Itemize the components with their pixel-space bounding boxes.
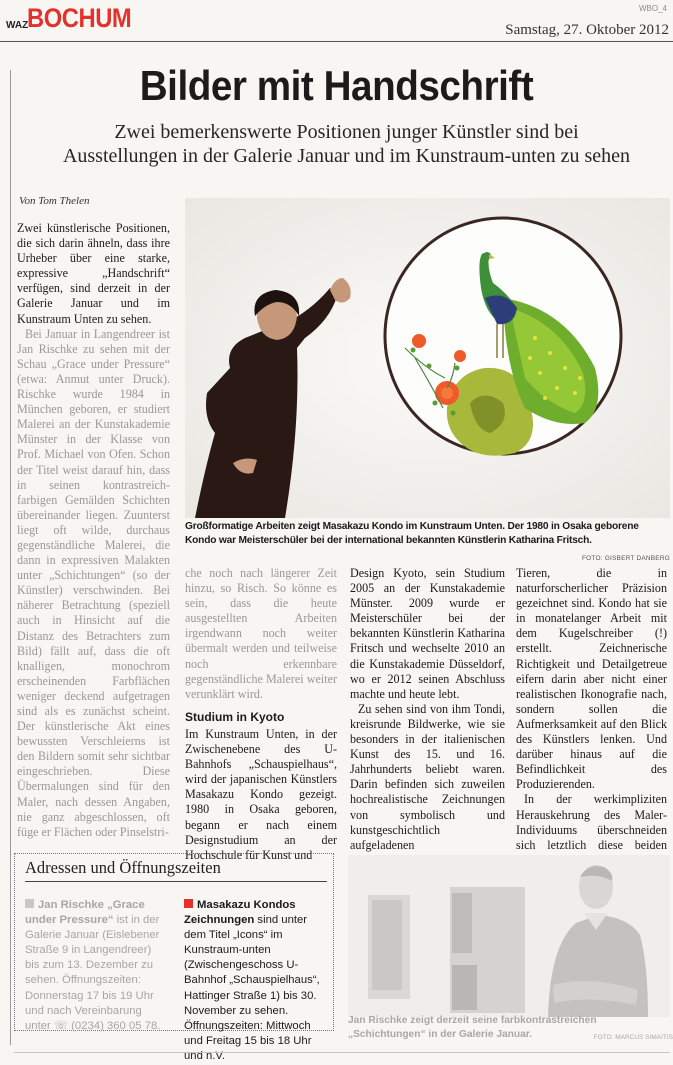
subheading: Studium in Kyoto [185,709,285,724]
masthead-city: BOCHUM [27,3,132,33]
subheadline-line-1: Zwei bemerkenswerte Positionen junger Künstler sind bei [114,121,579,143]
bullet-square-icon [184,899,193,908]
article-column-3 [350,566,505,853]
photo-artist-with-tondo [185,198,670,518]
issue-date: Samstag, 27. Oktober 2012 [505,22,669,38]
body-paragraph: Tieren, die in naturforscherlicher Präzision gezeichnet sind. Kondo hat sie in monatelanger Arbeit mit dem Kugelschreiber (!) erstellt. Zeichnerische Richtigkeit und Detailgetreue eifern darin aber nicht einer realistischen Ikonografie nach, sondern sollen die Aufmerksamkeit auf den Blick des Künstlers lenken. Und darüber hinaus auf die Befindlichkeit des Produzierenden. [516,566,667,792]
tondo-painting [385,218,621,456]
subheadline-line-2: Ausstellungen in der Galerie Januar und im Kunstraum-unten zu sehen [62,145,631,167]
byline: Von Tom Thelen [19,195,90,207]
article-column-1 [17,221,170,840]
body-paragraph: In der werkimpliziten Herauskehrung des Maler-Individuums überschneiden sich letztlich diese beiden [516,792,667,852]
photo-credit: FOTO: MARCUS SIMAITIS [593,1034,673,1041]
body-paragraph: Zu sehen sind von ihm Tondi, kreisrunde Bildwerke, wie sie besonders in der italienischen Kunst des 15. und 16. Jahrhunderts beliebt waren. Darin befinden sich zuweilen hochrealistische Zeichnungen von symbolisch und kunstgeschichtlich aufgeladenen [350,701,505,852]
info-box-rule [25,881,327,882]
info-box-title: Adressen und Öffnungszeiten [25,858,221,877]
photo-credit: FOTO: GISBERT DANBERG [582,555,670,562]
page-code: WBO_4 [638,4,667,13]
info-item-rischke [25,898,165,1034]
article-column-2 [185,566,337,863]
lead-paragraph: Zwei künstlerische Positionen, die sich darin ähneln, dass ihre Urheber über eine starke, expressive „Handschrift“ verfügen, sind derzeit in der Galerie Januar und im Kunstraum Unten zu sehen. [17,221,170,326]
main-photo-caption [185,520,670,566]
info-item-title: Masakazu Kondos Zeichnungen [184,899,296,927]
info-item-kondo [184,898,332,1064]
second-photo [348,855,670,1017]
headline: Bilder mit Handschrift [139,62,534,109]
main-photo [185,198,670,518]
phone-icon: ☏ [53,1019,69,1032]
info-item-text: sind unter dem Titel „Icons“ im Kunstraum-unten (Zwischengeschoss U-Bahnhof „Schauspielhaus“, Hattinger Straße 1) bis 30. November zu sehen. Öffnungszeiten: Mittwoch und Freitag 15 bis 18 Uhr und n.V. [184,914,320,1062]
margin-rule [10,70,11,1045]
body-paragraph: che noch nach längerer Zeit hinzu, so Risch. So könne es sein, dass die heute ausgestellten Arbeiten irgendwann noch weiter übermalt werden und teilweise noch erkennbare gegenständliche Malerei weiter verunklärt wird. [185,566,337,701]
bullet-square-icon [25,899,34,908]
caption-text: Großformatige Arbeiten zeigt Masakazu Kondo im Kunstraum Unten. Der 1980 in Osaka geborene Kondo war Meisterschüler bei der international bekannten Künstlerin Katharina Fritsch. [185,521,639,546]
subheadline [20,120,673,168]
body-paragraph: Bei Januar in Langendreer ist Jan Rischke zu sehen mit der Schau „Grace under Pressure“ (etwa: Anmut unter Druck). Rischke wurde 1984 in München geboren, er studiert Malerei an der Kunstakademie Münster in der Klasse von Prof. Michael von Ofen. Schon der Titel weist darauf hin, dass in seinen kontrastreich-farbigen Gemälden Schichten übereinander liegen. Zuunterst liegt oft wilde, durchaus gegenständliche Malerei, die dann in expressiven Malakten unter „Schichtungen“ (so der Künstler) verschwinden. Bei näherer Betrachtung (speziell auch in Hinsicht auf die Distanz des Betrachters zum Bild) fällt auf, dass die oft knalligen, monochrom erscheinenden Farbflächen weniger deckend aufgetragen sind als es zunächst scheint. Der künstlerische Akt eines bewussten Verschleierns ist den Bildern somit sehr sichtbar eingeschrieben. Diese Übermalungen sind für den Maler, nach dessen Angaben, nie ganz abgeschlossen, oft füge er Flächen oder Pinselstri- [17,326,170,839]
header-rule [0,41,673,42]
photo-rischke-with-paintings [348,855,670,1017]
second-photo-caption [348,1014,673,1045]
masthead-brand: WAZ [6,20,29,31]
body-paragraph: Design Kyoto, sein Studium 2005 an der Kunstakademie Münster. 2009 wurde er Meisterschüler bei der bekannten Künstlerin Katharina Fritsch und wechselte 2010 an die Kunstakademie Düsseldorf, wo er 2012 seinen Abschluss machte und heute lebt. [350,566,505,701]
info-item-title: Jan Rischke „Grace under Pressure“ [25,899,145,927]
caption-text: Jan Rischke zeigt derzeit seine farbkontrastreichen „Schichtungen“ in der Galerie Januar. [348,1015,597,1040]
footer-rule [14,1052,670,1053]
info-item-text: ist in der Galerie Januar (Eislebener Straße 9 in Langendreer) bis zum 13. Dezember zu sehen. Öffnungszeiten: Donnerstag 17 bis 19 Uhr und nach Vereinbarung unter [25,914,160,1032]
article-column-4 [516,566,667,868]
body-paragraph: Im Kunstraum Unten, in der Zwischenebene des U-Bahnhofs „Schauspielhaus“, wird der japanischen Künstlers Masakazu Kondo gezeigt. 1980 in Osaka geboren, begann er nach einem Designstudium an der Hochschule für Kunst und [185,726,337,862]
phone-number: (0234) 360 05 78. [71,1019,161,1032]
